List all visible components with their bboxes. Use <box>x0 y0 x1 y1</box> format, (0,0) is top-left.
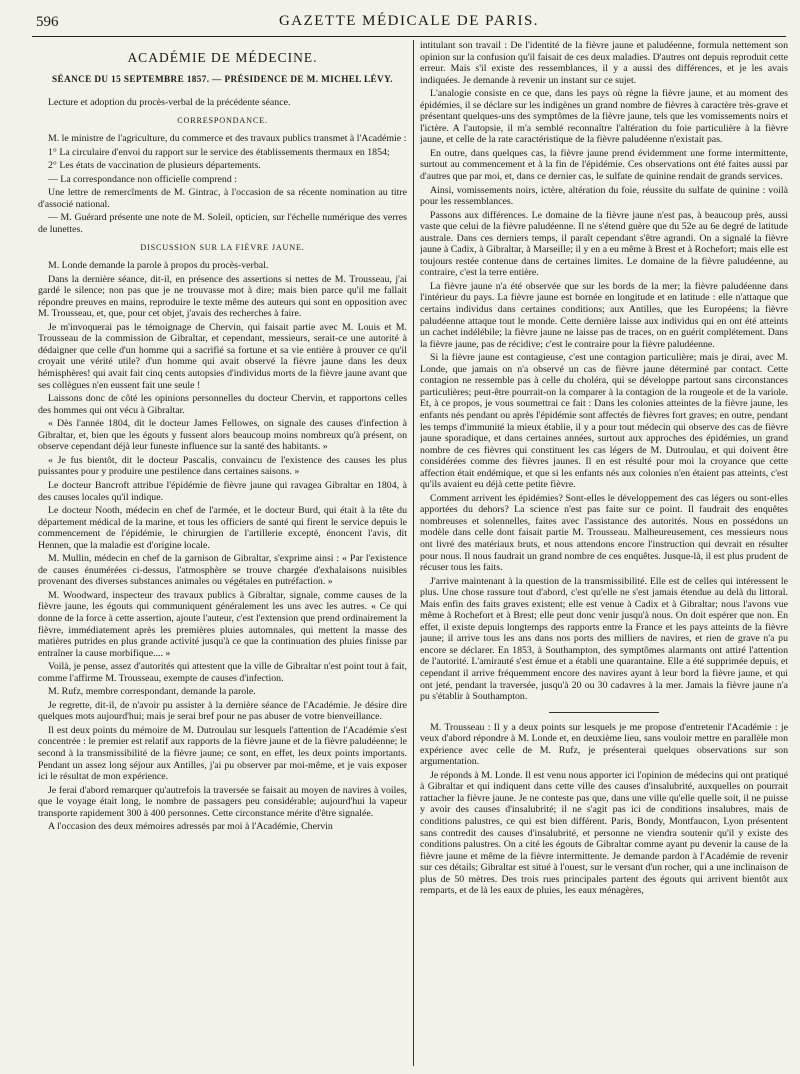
paragraph: Le docteur Nooth, médecin en chef de l'armée, et le docteur Burd, qui était à la tête du département médical de la marine, et tous les officiers de santé qui firent le service depuis le commencement de l'épidémie, le chirurgien de l'artillerie excepté, énoncent l'avis, dit Hennen, que la maladie est d'origine locale. <box>38 505 407 551</box>
article-title: ACADÉMIE DE MÉDECINE. <box>127 50 318 65</box>
paragraph: Dans la dernière séance, dit-il, en présence des assertions si nettes de M. Trousseau, j'ai gardé le silence; non pas que je ne trouvasse mot à dire; mais bien parce qu'il me fallait répondre preuves en mains, reproduire le texte même des auteurs qui sont en opposition avec M. Trousseau, et, que, pour cet objet, j'avais des recherches à faire. <box>38 273 407 320</box>
paragraph: Je regrette, dit-il, de n'avoir pu assister à la dernière séance de l'Académie. Je désire dire quelques mots aujourd'hui; mais je serai bref pour ne pas abuser de votre bienveillance. <box>38 699 407 723</box>
paragraph: La fièvre jaune n'a été observée que sur les bords de la mer; la fièvre paludéenne dans l'intérieur du pays. La fièvre jaune est bornée en longitude et en latitude : elle n'attaque que certains individus dans certaines conditions; aux Antilles, que les Européens; la fièvre paludéenne attaque tout le monde. Cette dernière laisse aux individus qui en ont été atteints un cachet indélébile; la fièvre jaune ne laisse pas de traces, on en guérit complétement. Dans la fièvre jaune, pas de récidive; c'est le contraire pour la fièvre paludéenne. <box>420 280 788 350</box>
section-heading-correspondance: CORRESPONDANCE. <box>177 115 268 125</box>
paragraph: intitulant son travail : De l'identité de la fièvre jaune et paludéenne, formula nettement son opinion sur la confusion qu'il faisait de ces deux maladies. D'autres ont depuis reproduit cette erreur. Mais s'il existe des ressemblances, il y a aussi des différences, et je les avais indiquées. Je demande à revenir un instant sur ce sujet. <box>420 40 788 86</box>
column-rule <box>413 40 414 1066</box>
paragraph: A l'occasion des deux mémoires adressés par moi à l'Académie, Chervin <box>48 821 333 833</box>
paragraph: M. Trousseau : Il y a deux points sur lesquels je me propose d'entretenir l'Académie : je veux d'abord répondre à M. Londe et, en deuxième lieu, sans vouloir mettre en parallèle mon expérience avec celle de M. Rufz, je présenterai quelques observations sur son argumentation. <box>420 721 788 768</box>
paragraph: 2° Les états de vaccination de plusieurs départements. <box>48 160 261 172</box>
paragraph: Passons aux différences. Le domaine de la fièvre jaune n'est pas, à beaucoup près, aussi vaste que celui de la fièvre paludéenne. Il ne s'étend guère que du 52e au 6e degré de latitude australe. Dans ces derniers temps, il paraît cependant s'être agrandi. On a signalé la fièvre jaune à Cadix, à Gibraltar, à Marseille; il y en a eu même à Brest et à Rochefort; mais elle est toujours restée contenue dans de certaines limites. Le domaine de la fièvre paludéenne, au contraire, c'est la terre entière. <box>420 209 788 279</box>
paragraph: Je réponds à M. Londe. Il est venu nous apporter ici l'opinion de médecins qui ont pratiqué à Gibraltar et qui indiquent dans cette ville des causes d'insalubrité, auxquelles on pourrait rattacher la fièvre jaune. Je ne conteste pas que, dans une ville qu'elle quelle soit, il ne puisse y avoir des causes d'insalubrité; il ne s'agit pas ici de conditions insalubres, mais de conditions palustres, ce qui est bien différent. Paris, Bondy, Montfaucon, Lyon présentent sans contredit des causes d'insalubrité, et personne ne viendra soutenir qu'il y existe des conditions palustres. On a cité les égouts de Gibraltar comme ayant pu devenir la cause de la fièvre jaune et même de la fièvre intermittente. Je demande pardon à l'Académie de revenir sur ces détails; Gibraltar est situé à l'ouest, sur le versant d'un rocher, qui a une inclinaison de plus de 50 mètres. Des trois rues principales partent des égouts qui arrivent bientôt aux remparts, et de là les eaux de pluies, les eaux ménagères, <box>420 769 788 897</box>
paragraph: Laissons donc de côté les opinions personnelles du docteur Chervin, et rapportons celles des hommes qui ont vécu à Gibraltar. <box>38 393 407 416</box>
paragraph: — M. Guérard présente une note de M. Soleil, opticien, sur l'échelle numérique des verres de lunettes. <box>38 212 407 236</box>
paragraph: M. Rufz, membre correspondant, demande la parole. <box>48 686 256 698</box>
paragraph: M. Londe demande la parole à propos du procès-verbal. <box>48 260 269 272</box>
paragraph: Lecture et adoption du procès-verbal de la précédente séance. <box>48 97 291 109</box>
page-header <box>32 10 786 37</box>
paragraph: Je m'invoquerai pas le témoignage de Chervin, qui faisait partie avec M. Louis et M. Trousseau de la commission de Gibraltar, et cependant, messieurs, serait-ce une autorité à dédaigner que celle d'un homme qui a sacrifié sa fortune et sa vie entière à prouver ce qu'il croyait une vérité utile? d'un homme qui avait observé la fièvre jaune dans les deux hémisphères! qui avait fait cinq cents autopsies d'individus morts de la fièvre jaune avant que ses collègues n'en eussent fait une seule ! <box>38 321 407 391</box>
running-title: GAZETTE MÉDICALE DE PARIS. <box>278 13 540 29</box>
paragraph: Voilà, je pense, assez d'autorités qui attestent que la ville de Gibraltar n'est point tout à fait, comme l'affirme M. Trousseau, exempte de causes d'infection. <box>38 661 407 684</box>
page-number: 596 <box>36 14 59 30</box>
paragraph: Si la fièvre jaune est contagieuse, c'est une contagion particulière; mais je dirai, avec M. Londe, que jamais on n'a observé un cas de fièvre jaune déterminé par contact. Cette contagion ne ressemble pas à celle du choléra, qui se développe partout sans circonstances particulières; peut-être pourrait-on la comparer à la contagion de la rougeole et de la variole. Et, à ce propos, je vous soumettrai ce fait : Dans les colonies atteintes de la fièvre jaune, les enfants nés pendant ou après l'épidémie sont affectés de fièvres fort graves; en outre, pendant les temps d'immunité la mieux établie, il y a pour tout médecin qui observe des cas de fièvre jaune sporadique, et dans certaines années, surtout aux approches des épidémies, un grand nombre de ces fièvres qui constituent les cas légers de M. Dutroulau, et qui doivent être considérées comme des fièvres jaunes. Il en est résulté pour moi la croyance que cette affection était endémique, et que si les enfants nés aux colonies n'en étaient pas atteints, c'est qu'ils avaient eu déjà cette petite fièvre. <box>420 352 788 491</box>
paragraph: J'arrive maintenant à la question de la transmissibilité. Elle est de celles qui intéressent le plus. Une chose rassure tout d'abord, c'est qu'elle ne s'est jamais étendue au delà du littoral. Mais enfin des faits graves existent; elle est venue à Cadix et à Gibraltar; nous l'avons vue même à Rochefort et à Brest; elle peut donc venir jusqu'à nous. On doit espérer que non. En effet, il existe depuis longtemps des rapports entre la France et les pays atteints de la fièvre jaune; il arrive tous les ans dans nos ports des milliers de navires, et rien de grave n'a pu encore se déclarer. En 1853, à Southampton, des symptômes alarmants ont attiré l'attention de l'autorité. L'amirauté s'est émue et a établi une quarantaine. Elle a été supprimée depuis, et cependant il arrive fréquemment encore des navires ayant à leur bord la fièvre jaune, et qui ont jeté, pendant la traversée, jusqu'à 20 ou 30 cadavres à la mer. Jamais la fièvre jaune n'a pu s'établir à Southampton. <box>420 575 788 703</box>
paragraph: M. Mullin, médecin en chef de la garnison de Gibraltar, s'exprime ainsi : « Par l'existence de causes énumérées ci-dessus, l'atmosphère se trouve chargée d'exhalaisons nuisibles provenant des diverses substances animales ou végétales en putréfaction. » <box>38 553 407 588</box>
section-separator <box>549 712 659 713</box>
left-column <box>38 44 407 1064</box>
paragraph: « Dès l'année 1804, dit le docteur James Fellowes, on signale des causes d'infection à Gibraltar, et, bien que les égouts y fussent alors beaucoup moins nombreux qu'à présent, on observe cependant déjà leur funeste influence sur la santé des habitants. » <box>38 418 407 453</box>
paragraph: Ainsi, vomissements noirs, ictère, altération du foie, réussite du sulfate de quinine : voilà pour les ressemblances. <box>420 184 788 208</box>
paragraph: 1° La circulaire d'envoi du rapport sur le service des établissements thermaux en 1854; <box>48 146 390 158</box>
paragraph: Le docteur Bancroft attribue l'épidémie de fièvre jaune qui ravagea Gibraltar en 1804, à des causes locales qu'il indique. <box>38 479 407 503</box>
right-column <box>420 40 788 1064</box>
paragraph: Une lettre de remercîments de M. Gintrac, à l'occasion de sa récente nomination au titre d'associé national. <box>38 187 407 210</box>
paragraph: M. Woodward, inspecteur des travaux publics à Gibraltar, signale, comme causes de la fièvre jaune, les égouts qui communiquent généralement les uns avec les autres. « Ce qui donne de la force à cette assertion, ajoute l'auteur, c'est l'extension que prend ordinairement la fièvre, immédiatement après les premières pluies automnales, qui mettent la masse des matières putrides en plus grande activité jusqu'à ce que la continuation des pluies finisse par entraîner la cause morbifique.... » <box>38 589 407 659</box>
paragraph: Il est deux points du mémoire de M. Dutroulau sur lesquels l'attention de l'Académie s'est concentrée : le premier est relatif aux rapports de la fièvre jaune et de la fièvre paludéenne; le second à la transmissibilité de la fièvre jaune; ce sont, en effet, les deux points importants. Pendant un assez long séjour aux Antilles, j'ai pu observer par moi-même, et je vais exposer ici le résultat de mon expérience. <box>38 724 407 783</box>
paragraph: L'analogie consiste en ce que, dans les pays où règne la fièvre jaune, et au moment des épidémies, il se déclare sur les indigènes un grand nombre de fièvres à caractère très-grave et présentant quelques-uns des symptômes de la fièvre jaune, tels que les vomissements noirs et l'ictère. A l'autopsie, il m'a semblé reconnaître l'altération du foie particulière à la fièvre jaune, et celle de la rate caractéristique de la fièvre paludéenne n'existait pas. <box>420 88 788 146</box>
paragraph: Comment arrivent les épidémies? Sont-elles le développement des cas légers ou sont-elles apportées du dehors? La science n'est pas faite sur ce point. Il faudrait des enquêtes nombreuses et solennelles, faites avec l'assistance des autorités. Nous en possédons un modèle dans celle dont faisait partie M. Trousseau. Malheureusement, ces messieurs nous ont livré des matériaux bruts, et nous attendons encore l'instruction qui devrait en résulter pour nous. Il nous faudrait un grand nombre de ces enquêtes. Jusque-là, il est plus prudent de récuser tous les faits. <box>420 492 788 574</box>
paragraph: « Je fus bientôt, dit le docteur Pascalis, convaincu de l'existence des causes les plus puissantes pour y produire une pestilence dans certaines saisons. » <box>38 454 407 478</box>
paragraph: En outre, dans quelques cas, la fièvre jaune prend évidemment une forme intermittente, surtout au commencement et à la fin de l'épidémie. Ces observations ont été faites aussi par d'autres que par moi, et, dans ce dernier cas, le sulfate de quinine rendait de grands services. <box>420 147 788 183</box>
paragraph: — La correspondance non officielle comprend : <box>48 173 237 185</box>
paragraph: Je ferai d'abord remarquer qu'autrefois la traversée se faisait au moyen de navires à voiles, que le voyage était long, le nombre de passagers peu considérable; aujourd'hui la vapeur transporte rapidement 300 à 400 personnes. Cette circonstance mérite d'être signalée. <box>38 784 407 819</box>
section-heading-discussion: DISCUSSION SUR LA FIÈVRE JAUNE. <box>140 242 305 252</box>
paragraph: M. le ministre de l'agriculture, du commerce et des travaux publics transmet à l'Académie : <box>48 133 407 145</box>
session-line: SÉANCE DU 15 SEPTEMBRE 1857. — PRÉSIDENCE DE M. MICHEL LÉVY. <box>52 73 393 84</box>
